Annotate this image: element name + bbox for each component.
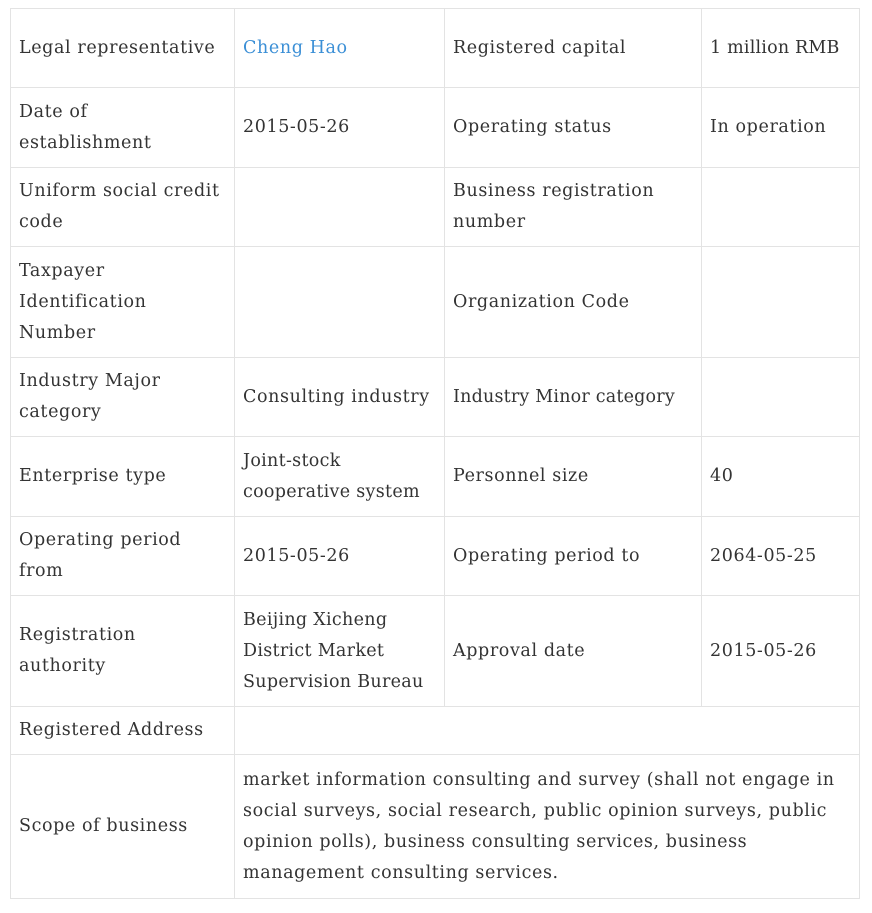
uniform-social-credit-code-label: Uniform social credit code	[11, 168, 235, 247]
company-info-container	[10, 8, 860, 899]
personnel-size-label: Personnel size	[445, 437, 702, 517]
business-registration-number-value	[702, 168, 860, 247]
industry-major-category-label: Industry Major category	[11, 358, 235, 437]
legal-representative-link[interactable]: Cheng Hao	[243, 37, 348, 58]
uniform-social-credit-code-value	[235, 168, 445, 247]
registered-capital-value: 1 million RMB	[702, 9, 860, 88]
operating-period-to-value: 2064-05-25	[702, 517, 860, 596]
table-row	[11, 9, 860, 88]
organization-code-label: Organization Code	[445, 247, 702, 358]
legal-representative-label: Legal representative	[11, 9, 235, 88]
industry-minor-category-value	[702, 358, 860, 437]
organization-code-value	[702, 247, 860, 358]
scope-of-business-value: market information consulting and survey (shall not engage in social surveys, social research, public opinion surveys, public opinion polls), business consulting services, business management consulting services.	[235, 755, 860, 899]
operating-period-from-value: 2015-05-26	[235, 517, 445, 596]
table-row	[11, 596, 860, 707]
registered-address-label: Registered Address	[11, 707, 235, 755]
business-registration-number-label: Business registration number	[445, 168, 702, 247]
registered-capital-label: Registered capital	[445, 9, 702, 88]
enterprise-type-value: Joint-stock cooperative system	[235, 437, 445, 517]
table-row	[11, 517, 860, 596]
approval-date-label: Approval date	[445, 596, 702, 707]
registration-authority-value: Beijing Xicheng District Market Supervision Bureau	[235, 596, 445, 707]
legal-representative-value	[235, 9, 445, 88]
taxpayer-identification-number-label: Taxpayer Identification Number	[11, 247, 235, 358]
date-of-establishment-value: 2015-05-26	[235, 88, 445, 168]
scope-of-business-label: Scope of business	[11, 755, 235, 899]
enterprise-type-label: Enterprise type	[11, 437, 235, 517]
operating-status-label: Operating status	[445, 88, 702, 168]
approval-date-value: 2015-05-26	[702, 596, 860, 707]
table-row	[11, 707, 860, 755]
operating-status-value: In operation	[702, 88, 860, 168]
registered-address-value	[235, 707, 860, 755]
table-row	[11, 437, 860, 517]
operating-period-from-label: Operating period from	[11, 517, 235, 596]
taxpayer-identification-number-value	[235, 247, 445, 358]
registration-authority-label: Registration authority	[11, 596, 235, 707]
table-row	[11, 247, 860, 358]
company-info-table	[10, 8, 860, 899]
table-row	[11, 88, 860, 168]
industry-major-category-value: Consulting industry	[235, 358, 445, 437]
date-of-establishment-label: Date of establishment	[11, 88, 235, 168]
table-row	[11, 358, 860, 437]
table-row	[11, 168, 860, 247]
operating-period-to-label: Operating period to	[445, 517, 702, 596]
personnel-size-value: 40	[702, 437, 860, 517]
table-row	[11, 755, 860, 899]
industry-minor-category-label: Industry Minor category	[445, 358, 702, 437]
